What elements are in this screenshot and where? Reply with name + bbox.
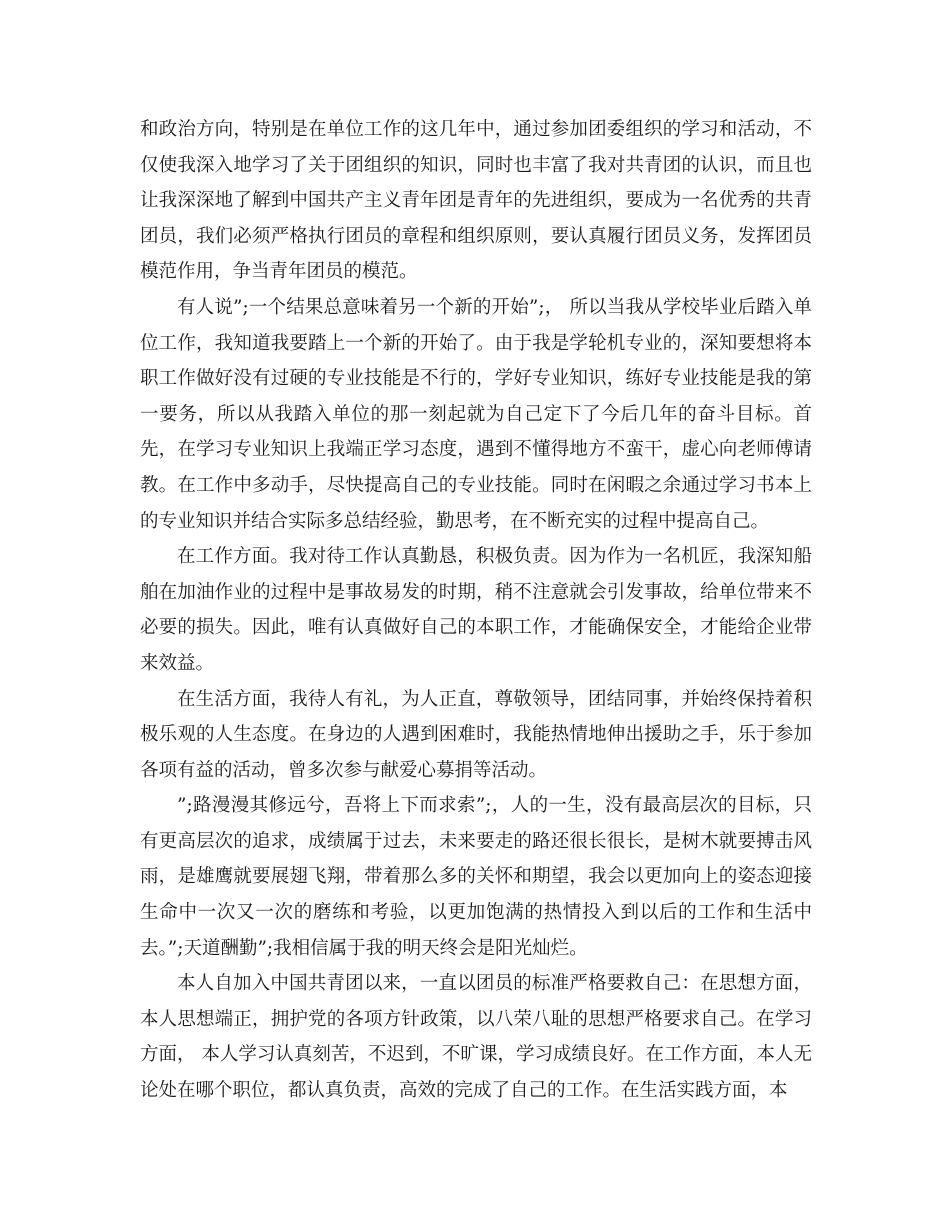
paragraph-summary: 本人自加入中国共青团以来，一直以团员的标准严格要救自己：在思想方面，本人思想端正，拥护党的各项方针政策，以八荣八耻的思想严格要求自己。在学习方面， 本人学习认真刻苦，不迟到，不旷课，学习成绩良好。在工作方面，本人无论处在哪个职位，都认真负责，高效的完成了自己的工作。在生活实践方面，本 — [140, 973, 812, 1102]
paragraph-continuation: 和政治方向，特别是在单位工作的这几年中，通过参加团委组织的学习和活动，不仅使我深入地学习了关于团组织的知识，同时也丰富了我对共青团的认识，而且也让我深深地了解到中国共产主义青年团是青年的先进组织，要成为一名优秀的共青团员，我们必须严格执行团员的章程和组织原则，要认真履行团员义务，发挥团员模范作用，争当青年团员的模范。 — [140, 119, 812, 283]
paragraph-life: 在生活方面，我待人有礼，为人正直，尊敬领导，团结同事，并始终保持着积极乐观的人生态度。在身边的人遇到困难时，我能热情地伸出援助之手，乐于参加各项有益的活动，曾多次参与献爱心募捐等活动。 — [140, 688, 812, 781]
paragraph-pursuit: ”;路漫漫其修远兮，吾将上下而求索”;，人的一生，没有最高层次的目标，只有更高层次的追求，成绩属于过去，未来要走的路还很长很长，是树木就要搏击风雨，是雄鹰就要展翅飞翔，带着那么多的关怀和期望，我会以更加向上的姿态迎接生命中一次又一次的磨练和考验，以更加饱满的热情投入到以后的工作和生活中去。”;天道酬勤”;我相信属于我的明天终会是阳光灿烂。 — [140, 795, 812, 959]
document-body — [140, 112, 812, 1109]
paragraph-work: 在工作方面。我对待工作认真勤恳，积极负责。因为作为一名机匠，我深知船舶在加油作业的过程中是事故易发的时期，稍不注意就会引发事故，给单位带来不必要的损失。因此，唯有认真做好自己的本职工作，才能确保安全，才能给企业带来效益。 — [140, 546, 812, 674]
paragraph-new-beginning: 有人说”;一个结果总意味着另一个新的开始”;， 所以当我从学校毕业后踏入单位工作，我知道我要踏上一个新的开始了。由于我是学轮机专业的，深知要想将本职工作做好没有过硬的专业技能是不行的，学好专业知识，练好专业技能是我的第一要务，所以从我踏入单位的那一刻起就为自己定下了今后几年的奋斗目标。首先，在学习专业知识上我端正学习态度，遇到不懂得地方不蛮干，虚心向老师傅请教。在工作中多动手，尽快提高自己的专业技能。同时在闲暇之余通过学习书本上的专业知识并结合实际多总结经验，勤思考，在不断充实的过程中提高自己。 — [140, 296, 812, 532]
